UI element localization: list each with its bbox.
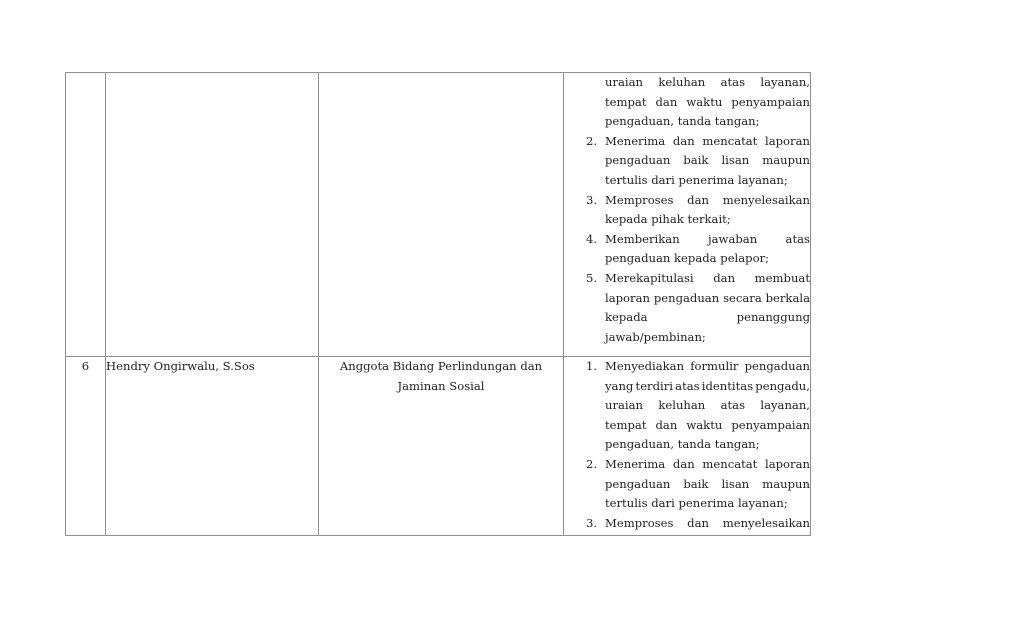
word: Menyediakan	[605, 359, 685, 373]
word: pengaduan	[744, 359, 810, 373]
word: layanan,	[760, 75, 810, 89]
task-text-line: pengaduan, tanda tangan;	[605, 114, 760, 129]
word: atas	[785, 231, 810, 246]
task-list-item	[564, 73, 810, 132]
word: uraian	[605, 398, 644, 413]
task-item-number: 1.	[586, 359, 598, 373]
word: identitas	[701, 378, 754, 393]
task-text-line	[605, 357, 810, 377]
word: Menerima	[605, 456, 666, 471]
word: pengaduan	[605, 153, 671, 168]
word: laporan	[765, 133, 810, 148]
task-item-number: 5.	[586, 270, 598, 285]
cell-tasks	[564, 73, 811, 357]
task-text-line	[605, 151, 810, 171]
word: dan	[672, 456, 695, 471]
word: waktu	[686, 94, 723, 109]
word: penyampaian	[731, 94, 810, 109]
task-text-line	[605, 269, 810, 289]
task-text-line: tertulis dari penerima layanan;	[605, 496, 788, 511]
word: penanggung	[736, 310, 810, 325]
word: dan	[672, 133, 695, 148]
word: jawaban	[708, 231, 758, 246]
word: Memberikan	[605, 231, 680, 246]
table-row-entry-6	[66, 357, 811, 536]
cell-number: 6	[66, 357, 106, 536]
word: atas	[720, 398, 746, 413]
task-list-item	[564, 357, 810, 455]
task-text-line	[605, 455, 810, 475]
task-text-line	[605, 230, 810, 250]
word: menyelesaikan	[722, 515, 810, 530]
task-text-line	[605, 514, 810, 534]
task-text-line	[605, 416, 810, 436]
word: uraian	[605, 75, 644, 89]
task-text-line: kepada pihak terkait;	[605, 212, 731, 227]
word: Memproses	[605, 515, 674, 530]
task-text-line	[605, 132, 810, 152]
word: keluhan	[658, 75, 706, 89]
task-list-item	[564, 132, 810, 191]
word: baik	[683, 153, 709, 168]
word: terdiri	[635, 378, 673, 393]
task-text-line: tertulis dari penerima layanan;	[605, 172, 788, 187]
cell-name	[106, 73, 319, 357]
task-item-number: 2.	[586, 133, 598, 148]
word: laporan	[765, 456, 810, 471]
task-text-line: jawab/pembinan;	[605, 329, 706, 344]
word: maupun	[762, 476, 810, 491]
word: keluhan	[658, 398, 706, 413]
task-list-item	[564, 455, 810, 514]
task-text-line	[605, 289, 810, 309]
task-text-line	[605, 93, 810, 113]
word: lisan	[721, 153, 750, 168]
word: lisan	[721, 476, 750, 491]
word: waktu	[686, 417, 723, 432]
table-row-continuation	[66, 73, 811, 357]
word: pengaduan	[653, 290, 720, 305]
cell-position	[319, 357, 564, 536]
task-text-line	[605, 377, 810, 397]
word: Merekapitulasi	[605, 270, 694, 285]
word: dan	[687, 515, 709, 530]
task-text-line	[605, 191, 810, 211]
word: pengadu,	[755, 378, 810, 393]
task-text-line: pengaduan, tanda tangan;	[605, 437, 760, 452]
word: tempat	[605, 417, 647, 432]
task-item-number: 2.	[586, 456, 598, 471]
word: kepada	[605, 310, 648, 325]
word: mencatat	[702, 133, 758, 148]
cell-name: Hendry Ongirwalu, S.Sos	[106, 357, 319, 536]
word: mencatat	[702, 456, 758, 471]
word: atas	[675, 378, 700, 393]
task-list-item	[564, 269, 810, 347]
task-text-line	[605, 308, 810, 328]
cell-position	[319, 73, 564, 357]
word: yang	[605, 378, 634, 393]
task-list-item	[564, 191, 810, 230]
word: tempat	[605, 94, 647, 109]
word: dan	[687, 192, 709, 207]
word: formulir	[690, 359, 739, 373]
cell-number	[66, 73, 106, 357]
position-text-line: Anggota Bidang Perlindungan dan	[339, 359, 543, 373]
task-item-number: 3.	[586, 515, 598, 530]
word: menyelesaikan	[722, 192, 810, 207]
position-text-line: Jaminan Sosial	[397, 378, 485, 393]
word: layanan,	[760, 398, 810, 413]
task-text-line	[605, 396, 810, 416]
word: Memproses	[605, 192, 674, 207]
word: baik	[683, 476, 709, 491]
word: laporan	[605, 290, 650, 305]
task-text-line: pengaduan kepada pelapor;	[605, 251, 770, 266]
word: maupun	[762, 153, 810, 168]
task-text-line	[605, 73, 810, 93]
word: pengaduan	[605, 476, 671, 491]
word: Menerima	[605, 133, 666, 148]
word: penyampaian	[731, 417, 810, 432]
word: berkala	[765, 290, 810, 305]
word: dan	[713, 270, 736, 285]
task-list-item	[564, 230, 810, 269]
word: membuat	[754, 270, 810, 285]
task-list-item	[564, 514, 810, 534]
task-item-number: 4.	[586, 231, 598, 246]
word: atas	[720, 75, 746, 89]
word: dan	[655, 94, 678, 109]
cell-tasks	[564, 357, 811, 536]
word: secara	[723, 290, 762, 305]
task-item-number: 3.	[586, 192, 598, 207]
task-text-line	[605, 475, 810, 495]
word: dan	[655, 417, 678, 432]
duty-assignment-table	[65, 72, 811, 536]
